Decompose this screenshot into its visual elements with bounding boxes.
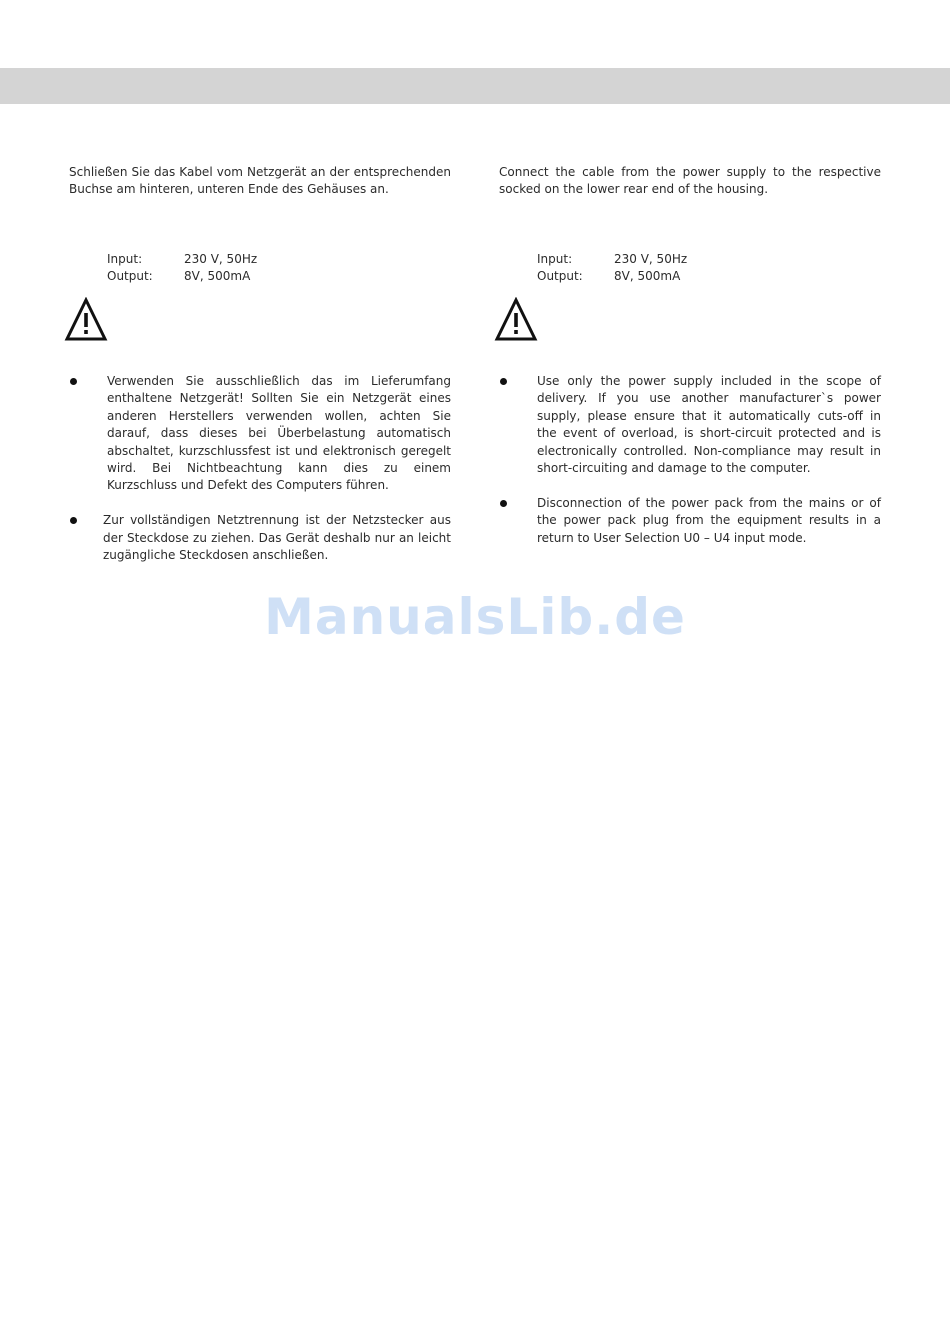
bullet-dot-icon <box>500 500 507 507</box>
spec-row-input <box>107 251 257 268</box>
german-power-specs <box>107 251 257 286</box>
spec-label: Output: <box>107 269 153 284</box>
header-band <box>0 68 950 104</box>
bullet-text: Disconnection of the power pack from the mains or of the power pack plug from the equipment results in a return to User Selection U0 – U4 input mode. <box>537 495 881 545</box>
spec-label: Output: <box>537 269 583 284</box>
spec-row-input <box>537 251 687 268</box>
bullet-dot-icon <box>70 378 77 385</box>
english-power-specs <box>537 251 687 286</box>
english-column <box>499 164 881 545</box>
watermark: ManualsLib.de <box>264 588 686 646</box>
spec-value: 230 V, 50Hz <box>614 252 688 266</box>
german-bullet-list <box>69 373 451 564</box>
bullet-text: Verwenden Sie ausschließlich das im Lieferumfang enthaltene Netzgerät! Sollten Sie ein Netzgerät eines anderen Herstellers verwenden wollen, achten Sie darauf, dass dieses bei Überbelastung automatisch abschaltet, kurzschlussfest ist und elektronisch geregelt wird. Bei Nichtbeachtung kann dies zu einem Kurzschluss und Defekt des Computers führen. <box>107 374 451 493</box>
spec-label: Input: <box>107 252 143 266</box>
spec-label: Input: <box>537 252 573 266</box>
english-bullet-list <box>499 373 881 547</box>
warning-triangle-icon <box>64 297 108 343</box>
warning-triangle-icon <box>494 297 538 343</box>
list-item <box>499 373 881 477</box>
spec-row-output <box>537 268 687 285</box>
bullet-text: Use only the power supply included in the scope of delivery. If you use another manufacturer`s power supply, please ensure that it automatically cuts-off in the event of overload, is short-circuit protected and is electronically controlled. Non-compliance may result in short-circuiting and damage to the computer. <box>537 374 881 476</box>
german-intro: Schließen Sie das Kabel vom Netzgerät an der entsprechenden Buchse am hinteren, unteren Ende des Gehäuses an. <box>69 165 451 197</box>
bullet-dot-icon <box>70 517 77 524</box>
list-item <box>69 512 451 564</box>
bullet-dot-icon <box>500 378 507 385</box>
list-item <box>69 373 451 495</box>
spec-row-output <box>107 268 257 285</box>
english-intro: Connect the cable from the power supply to the respective socked on the lower rear end of the housing. <box>499 165 881 197</box>
list-item <box>499 495 881 547</box>
bullet-text: Zur vollständigen Netztrennung ist der Netzstecker aus der Steckdose zu ziehen. Das Gerät deshalb nur an leicht zugängliche Steckdosen anschließen. <box>103 513 451 563</box>
spec-value: 230 V, 50Hz <box>184 252 258 266</box>
german-column <box>69 164 451 563</box>
spec-value: 8V, 500mA <box>184 269 251 284</box>
spec-value: 8V, 500mA <box>614 269 681 284</box>
